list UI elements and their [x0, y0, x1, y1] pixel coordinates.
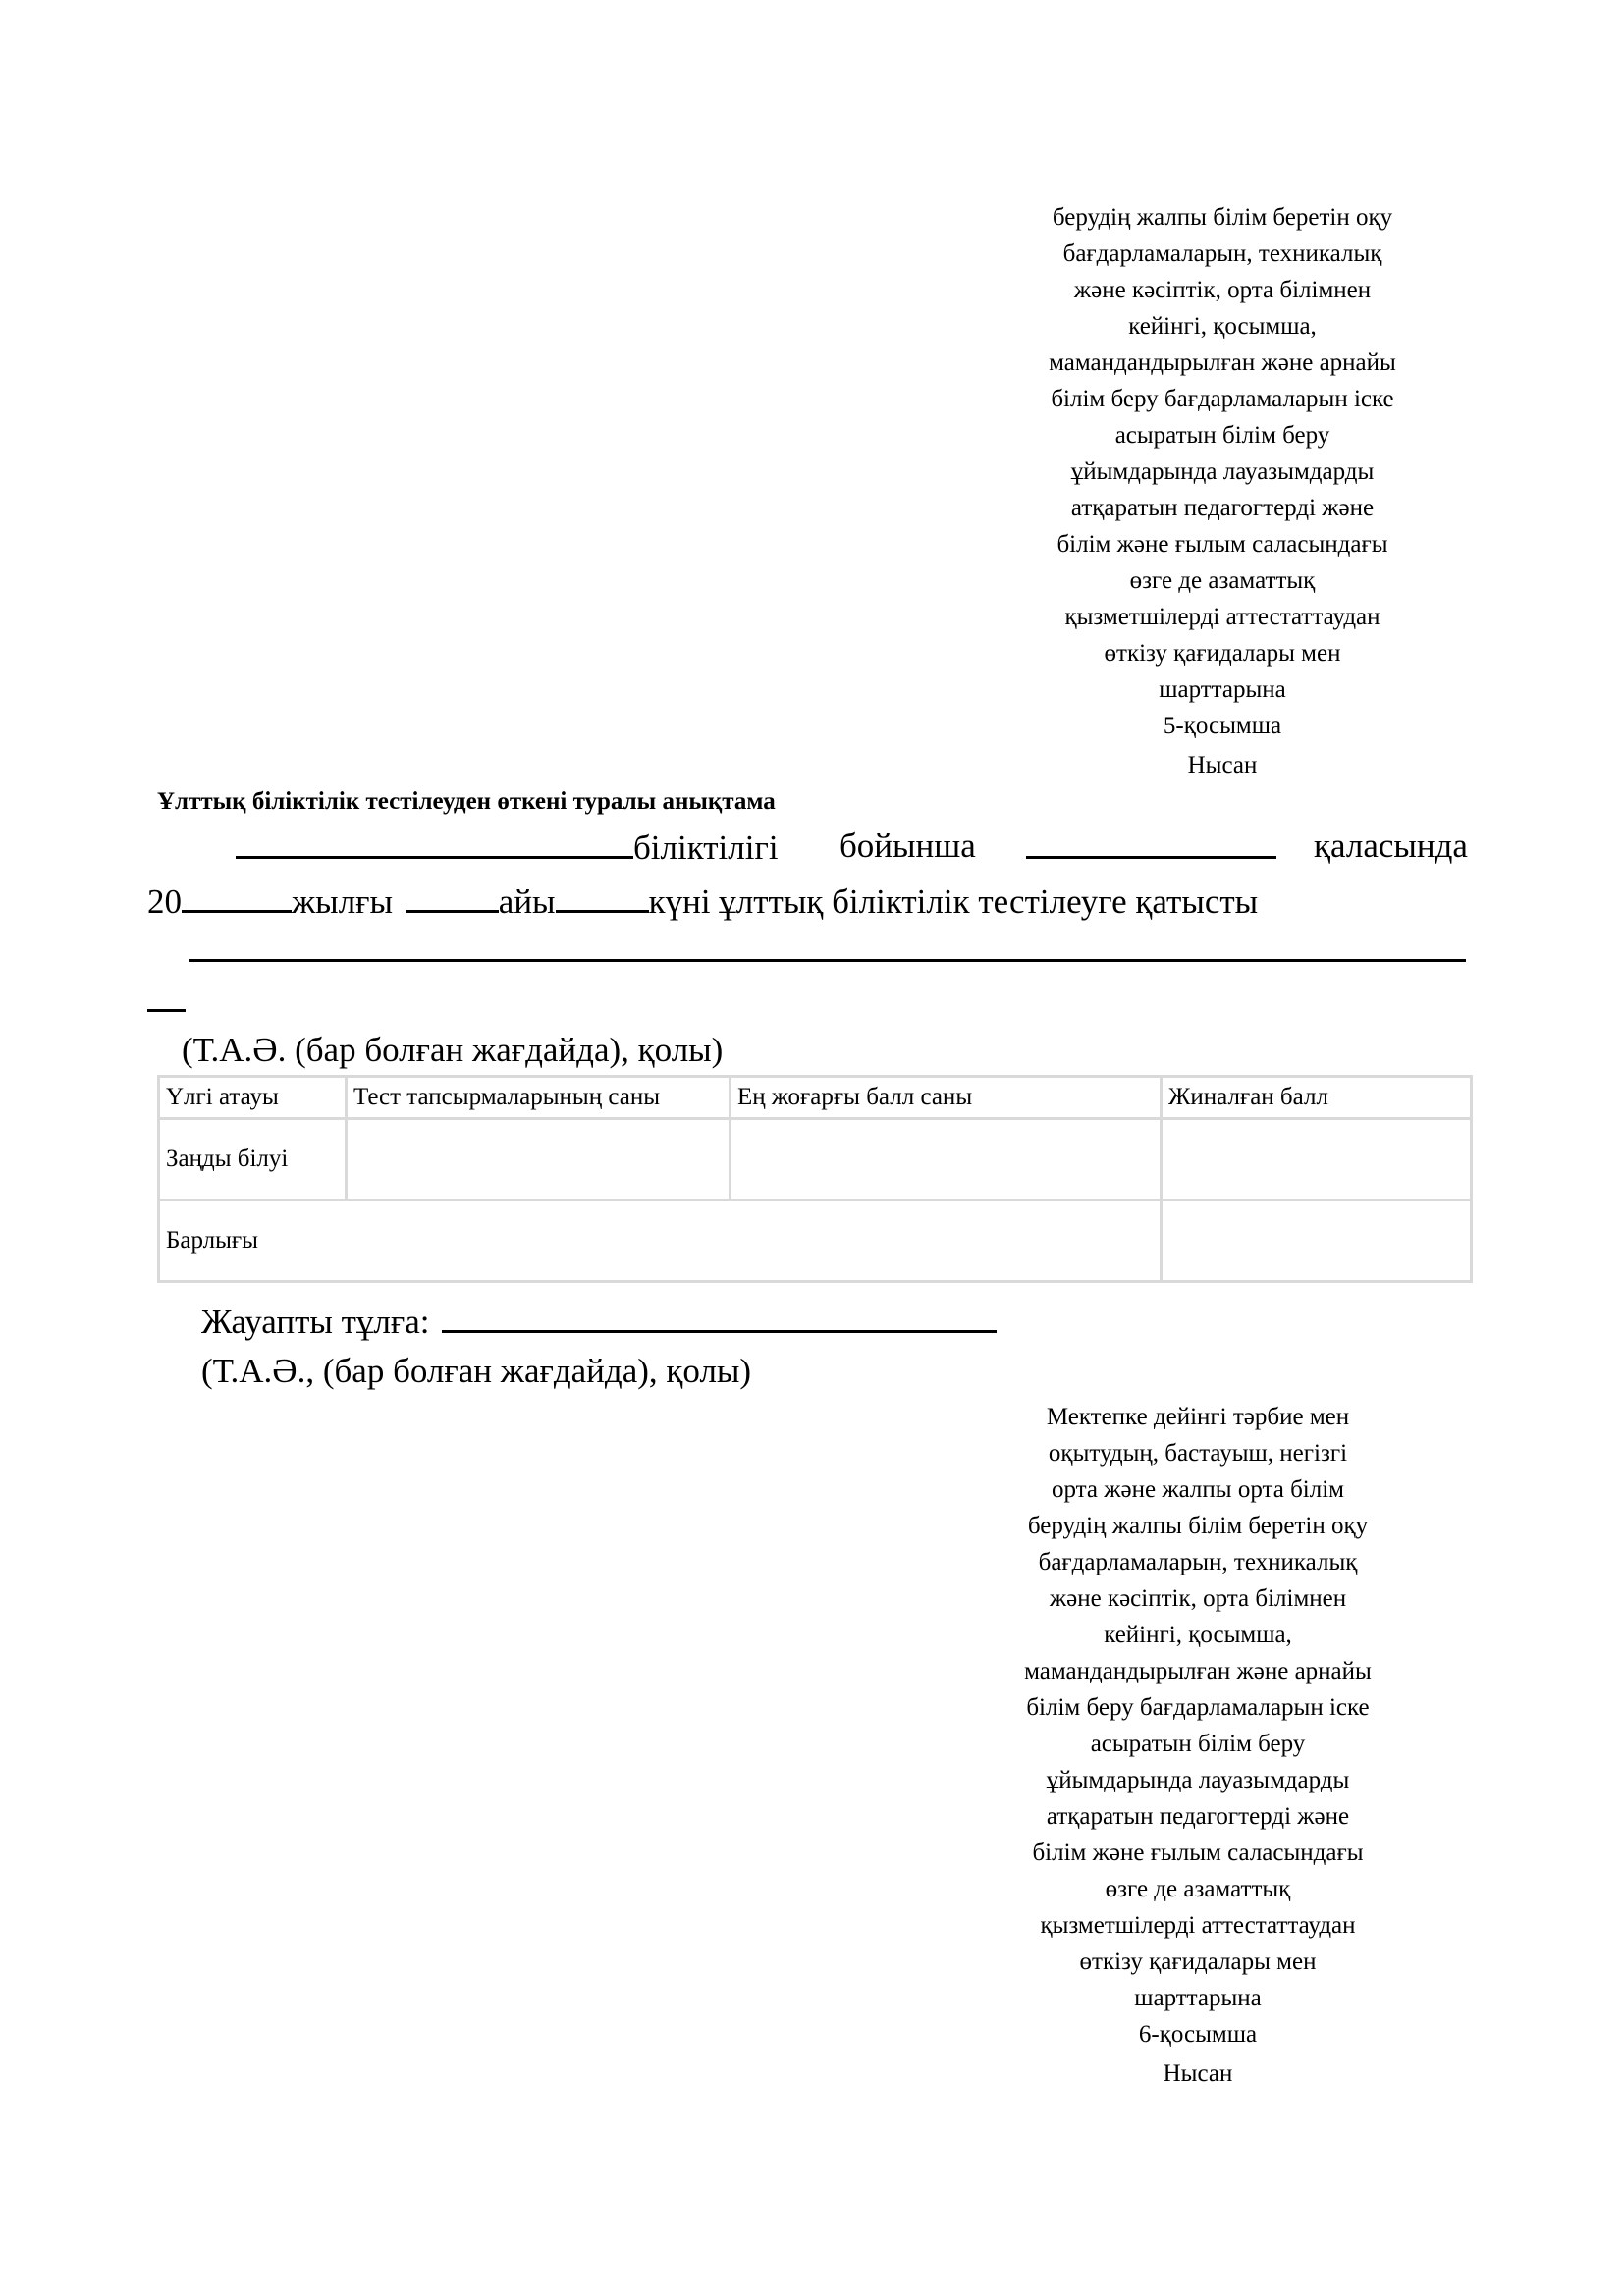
- city-blank[interactable]: [1026, 827, 1276, 859]
- appendix-line: бағдарламаларын, техникалық: [1038, 1549, 1358, 1575]
- appendix-line: асыратын білім беру: [1090, 1731, 1306, 1757]
- cell-task-count[interactable]: [347, 1119, 731, 1201]
- appendix-line: білім және ғылым саласындағы: [1032, 1840, 1364, 1866]
- form-label: Нысан: [1163, 2060, 1233, 2087]
- header-max-score: Ең жоғарғы балл саны: [731, 1077, 1162, 1119]
- appendix-line: қызметшілерді аттестаттаудан: [1064, 604, 1380, 630]
- responsible-label: Жауапты тұлға:: [201, 1303, 430, 1341]
- table-row: [159, 1119, 1472, 1201]
- year-label: жылғы: [292, 882, 394, 921]
- header-sample-name: Үлгі атауы: [159, 1077, 347, 1119]
- appendix-number: 6-қосымша: [1138, 2021, 1258, 2048]
- appendix-line: білім беру бағдарламаларын іске: [1026, 1694, 1370, 1721]
- appendix-line: және кәсіптік, орта білімнен: [1073, 277, 1372, 303]
- appendix-5-header: [977, 199, 1468, 783]
- appendix-number: 5-қосымша: [1163, 713, 1282, 739]
- appendix-line: мамандандырылған және арнайы: [1049, 349, 1396, 376]
- city-label: қаласында: [1314, 827, 1468, 865]
- appendix-line: өткізу қағидалары мен: [1079, 1949, 1317, 1975]
- month-blank[interactable]: [406, 881, 499, 913]
- cell-sample-name: Заңды білуі: [159, 1119, 347, 1201]
- header-earned-score: Жиналған балл: [1162, 1077, 1472, 1119]
- appendix-line: кейінгі, қосымша,: [1128, 313, 1317, 340]
- results-table: [157, 1075, 1473, 1283]
- appendix-6-header: [952, 1399, 1443, 2092]
- qualification-blank[interactable]: [236, 827, 633, 859]
- year-prefix: 20: [147, 882, 182, 921]
- appendix-line: қызметшілерді аттестаттаудан: [1040, 1912, 1356, 1939]
- appendix-line: кейінгі, қосымша,: [1104, 1622, 1292, 1648]
- appendix-line: берудің жалпы білім беретін оқу: [1027, 1513, 1369, 1539]
- date-line: [147, 881, 1258, 922]
- cell-max-score[interactable]: [731, 1119, 1162, 1201]
- qualification-line: [236, 827, 779, 868]
- appendix-line: өткізу қағидалары мен: [1104, 640, 1341, 667]
- month-label: айы: [498, 882, 556, 921]
- appendix-line: мамандандырылған және арнайы: [1024, 1658, 1372, 1684]
- table-total-row: [159, 1201, 1472, 1282]
- qualification-label: біліктілігі: [633, 828, 779, 867]
- responsible-blank[interactable]: [442, 1301, 997, 1333]
- city-line: [1026, 827, 1276, 868]
- responsible-line: [201, 1301, 997, 1342]
- appendix-line: шарттарына: [1159, 676, 1286, 703]
- name-underline-continuation: [147, 1009, 186, 1012]
- appendix-line: және кәсіптік, орта білімнен: [1049, 1585, 1347, 1612]
- appendix-line: Мектепке дейінгі тәрбие мен: [1046, 1404, 1350, 1430]
- appendix-line: асыратын білім беру: [1114, 422, 1330, 449]
- document-title: Ұлттық біліктілік тестілеуден өткені туралы анықтама: [157, 788, 776, 815]
- name-underline[interactable]: [189, 959, 1466, 962]
- header-task-count: Тест тапсырмаларының саны: [347, 1077, 731, 1119]
- name-caption: (Т.А.Ә. (бар болған жағдайда), қолы): [182, 1031, 724, 1069]
- day-blank[interactable]: [556, 881, 649, 913]
- total-score-cell[interactable]: [1162, 1201, 1472, 1282]
- day-text: күні ұлттық біліктілік тестілеуге қатысты: [648, 882, 1259, 921]
- appendix-line: өзге де азаматтық: [1129, 567, 1316, 594]
- appendix-line: оқытудың, бастауыш, негізгі: [1048, 1440, 1348, 1467]
- appendix-line: атқаратын педагогтерді және: [1046, 1803, 1350, 1830]
- appendix-line: өзге де азаматтық: [1105, 1876, 1291, 1902]
- form-label: Нысан: [1187, 752, 1258, 778]
- appendix-line: бағдарламаларын, техникалық: [1062, 240, 1382, 267]
- appendix-line: атқаратын педагогтерді және: [1070, 495, 1375, 521]
- cell-earned-score[interactable]: [1162, 1119, 1472, 1201]
- year-blank[interactable]: [182, 881, 292, 913]
- appendix-line: білім және ғылым саласындағы: [1056, 531, 1388, 558]
- appendix-line: орта және жалпы орта білім: [1052, 1476, 1344, 1503]
- table-header-row: [159, 1077, 1472, 1119]
- appendix-line: берудің жалпы білім беретін оқу: [1052, 204, 1393, 231]
- by-label: бойынша: [839, 827, 976, 865]
- appendix-line: білім беру бағдарламаларын іске: [1051, 386, 1394, 412]
- appendix-line: ұйымдарында лауазымдарды: [1070, 458, 1375, 485]
- appendix-line: ұйымдарында лауазымдарды: [1046, 1767, 1350, 1793]
- responsible-caption: (Т.А.Ә., (бар болған жағдайда), қолы): [201, 1352, 752, 1390]
- total-label: Барлығы: [159, 1201, 1162, 1282]
- appendix-line: шарттарына: [1134, 1985, 1262, 2011]
